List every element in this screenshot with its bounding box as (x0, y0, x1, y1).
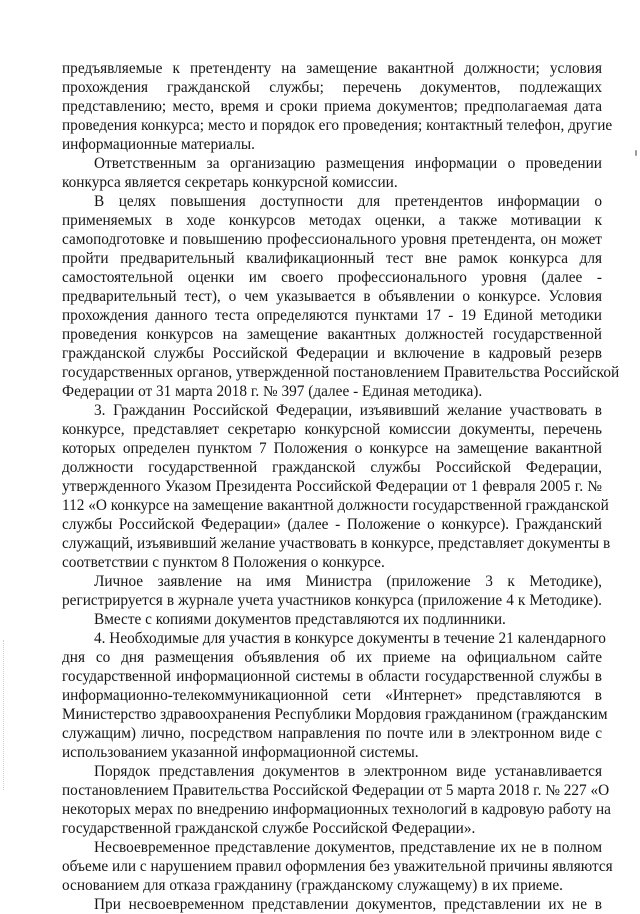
text-line: предъявляемые к претенденту на замещение вакантной должности; условия (62, 60, 602, 77)
text-line: Личное заявление на имя Министра (приложение 3 к Методике), (94, 573, 602, 590)
text-line: Министерство здравоохранения Республики Мордовия гражданином (гражданским (62, 706, 608, 723)
text-line: служащий, изъявивший желание участвовать в конкурсе, представляет документы в (62, 535, 611, 552)
text-line: Федерации от 31 марта 2018 г. № 397 (далее - Единая методика). (62, 383, 483, 400)
text-line: служащим) лично, посредством направления по почте или в электронном виде с (62, 725, 602, 742)
text-line: конкурсе, представляет секретарю конкурсной комиссии документы, перечень (62, 421, 602, 438)
text-line: В целях повышения доступности для претендентов информации о (94, 193, 602, 210)
text-line: государственной гражданской службе Российской Федерации». (62, 820, 476, 837)
text-line: прохождения гражданской службы; перечень документов, подлежащих (62, 79, 602, 96)
text-line: которых определен пунктом 7 Положения о конкурсе на замещение вакантной (62, 440, 602, 457)
text-line: проведения конкурсов на замещение вакантных должностей государственной (62, 326, 602, 343)
text-line: самоподготовке и повышению профессионального уровня претендента, он может (62, 231, 602, 248)
margin-mark (635, 150, 637, 156)
text-line: 112 «О конкурсе на замещение вакантной должности государственной гражданской (62, 497, 609, 514)
text-line: государственных органов, утвержденной постановлением Правительства Российской (62, 364, 620, 381)
text-line: самостоятельной оценки им своего профессионального уровня (далее - (62, 269, 602, 286)
text-line: проведения конкурса; место и порядок его проведения; контактный телефон, другие (62, 117, 613, 134)
text-line: информационные материалы. (62, 136, 255, 153)
text-line: дня со дня размещения объявления об их приеме на официальном сайте (62, 649, 602, 666)
text-line: Несвоевременное представление документов, представление их не в полном (94, 839, 602, 856)
text-line: утвержденного Указом Президента Российской Федерации от 1 февраля 2005 г. № (62, 478, 602, 495)
text-line: использованием указанной информационной системы. (62, 744, 419, 761)
text-line: службы Российской Федерации» (далее - Положение о конкурсе). Гражданский (62, 516, 602, 533)
text-line: прохождения данного теста определяются пунктами 17 - 19 Единой методики (62, 307, 602, 324)
text-line: Ответственным за организацию размещения информации о проведении (94, 155, 602, 172)
text-line: государственной информационной системы в области государственной службы в (62, 668, 602, 685)
text-line: предварительный тест), о чем указывается в объявлении о конкурсе. Условия (62, 288, 602, 305)
text-line: постановлением Правительства Российской Федерации от 5 марта 2018 г. № 227 «О (62, 782, 610, 799)
text-line: применяемых в ходе конкурсов методах оценки, а также мотивации к (62, 212, 602, 229)
text-line: Вместе с копиями документов представляются их подлинники. (94, 611, 506, 628)
text-line: Порядок представления документов в электронном виде устанавливается (94, 763, 602, 780)
text-line: конкурса является секретарь конкурсной комиссии. (62, 174, 398, 191)
text-line: представлению; место, время и сроки приема документов; предполагаемая дата (62, 98, 602, 115)
text-line: информационно-телекоммуникационной сети «Интернет» представляются в (62, 687, 602, 704)
text-line: некоторых мерах по внедрению информационных технологий в кадровую работу на (62, 801, 611, 818)
text-line: пройти предварительный квалификационный тест вне рамок конкурса для (62, 250, 602, 267)
text-line: 3. Гражданин Российской Федерации, изъявивший желание участвовать в (94, 402, 602, 419)
text-line: При несвоевременном представлении документов, представлении их не в (94, 896, 602, 913)
text-line: соответствии с пунктом 8 Положения о конкурсе. (62, 554, 385, 571)
scan-edge-artifact (3, 640, 5, 790)
text-line: регистрируется в журнале учета участников конкурса (приложение 4 к Методике). (62, 592, 602, 609)
text-line: гражданской службы Российской Федерации и включение в кадровый резерв (62, 345, 602, 362)
text-line: объеме или с нарушением правил оформления без уважительной причины являются (62, 858, 613, 875)
text-line: должности государственной гражданской службы Российской Федерации, (62, 459, 602, 476)
text-line: 4. Необходимые для участия в конкурсе документы в течение 21 календарного (94, 630, 606, 647)
text-line: основанием для отказа гражданину (гражданскому служащему) в их приеме. (62, 877, 564, 894)
